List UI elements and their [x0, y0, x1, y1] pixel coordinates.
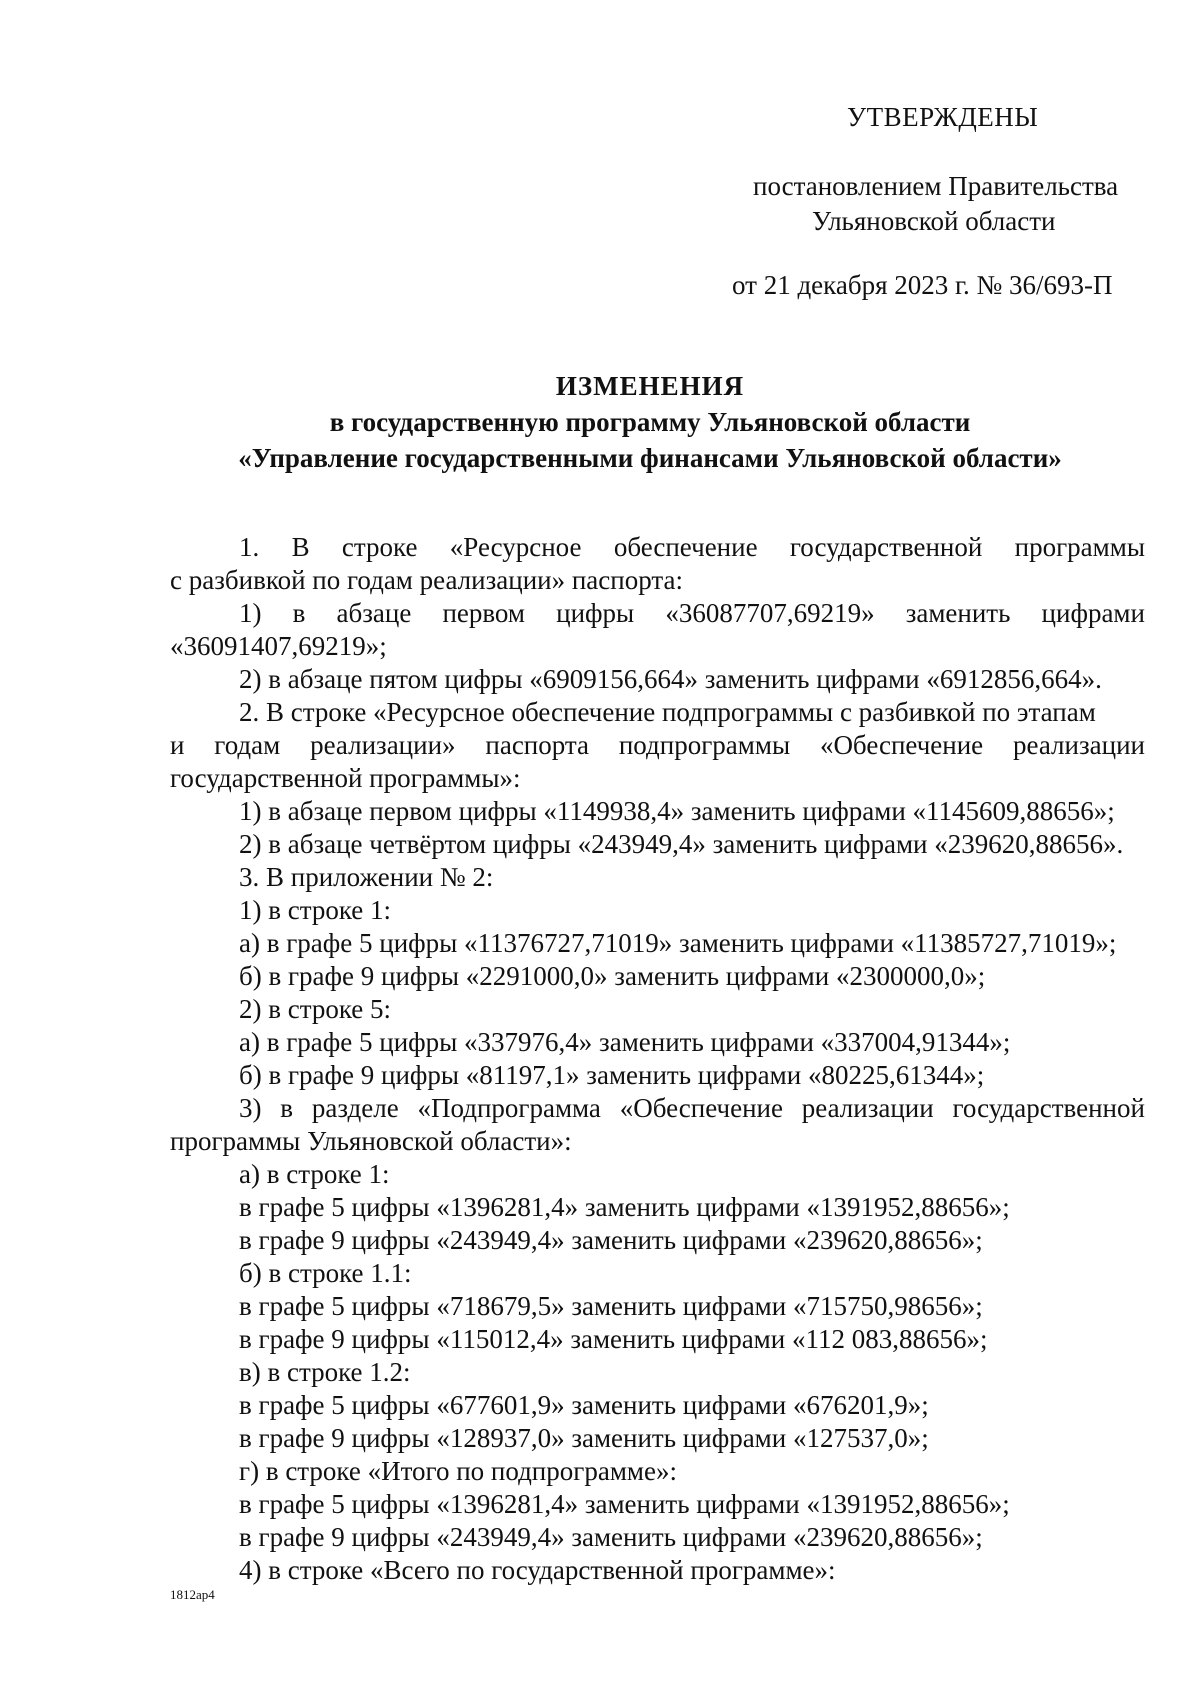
word: государственной	[952, 1093, 1145, 1123]
document-title: ИЗМЕНЕНИЯ	[555, 371, 745, 401]
paragraph-2-line2	[170, 729, 1145, 762]
item-3-3-a-col9: в графе 9 цифры «243949,4» заменить цифрами «239620,88656»;	[239, 1225, 983, 1255]
decree-authority-line2: Ульяновской области	[812, 206, 1056, 236]
paragraph-3: 3. В приложении № 2:	[239, 862, 494, 892]
paragraph-2-line1: 2. В строке «Ресурсное обеспечение подпрограммы с разбивкой по этапам	[239, 697, 1096, 727]
word: обеспечение	[613, 532, 758, 562]
paragraph-2-line3: государственной программы»:	[170, 763, 521, 793]
word: абзаце	[336, 598, 412, 628]
word: цифры	[556, 598, 635, 628]
item-1-1-line1	[170, 597, 1145, 630]
approval-heading: УТВЕРЖДЕНЫ	[847, 102, 1039, 132]
item-3-3-line2: программы Ульяновской области»:	[170, 1126, 572, 1156]
decree-date-number: от 21 декабря 2023 г. № 36/693-П	[732, 270, 1113, 300]
word: «Обеспечение	[619, 1093, 783, 1123]
word: в	[292, 598, 306, 628]
item-2-2: 2) в абзаце четвёртом цифры «243949,4» заменить цифрами «239620,88656».	[239, 829, 1124, 859]
document-body	[170, 531, 1145, 1587]
word: 3)	[239, 1093, 262, 1123]
document-subtitle-line2: «Управление государственными финансами Ульяновской области»	[238, 443, 1062, 473]
item-3-2-b: б) в графе 9 цифры «81197,1» заменить цифрами «80225,61344»;	[239, 1060, 985, 1090]
word: строке	[341, 532, 418, 562]
item-3-1-a: а) в графе 5 цифры «11376727,71019» заменить цифрами «11385727,71019»;	[239, 928, 1117, 958]
word: годам	[214, 730, 281, 760]
word: цифрами	[1041, 598, 1145, 628]
paragraph-1-line2: с разбивкой по годам реализации» паспорта:	[170, 565, 683, 595]
document-code: 1812ap4	[170, 1587, 215, 1602]
word: реализации	[801, 1093, 934, 1123]
word: реализации»	[310, 730, 456, 760]
word: В	[291, 532, 310, 562]
word: первом	[442, 598, 526, 628]
decree-authority-line1: постановлением Правительства	[753, 171, 1119, 201]
word: в	[280, 1093, 294, 1123]
word: государственной	[789, 532, 983, 562]
item-3-1: 1) в строке 1:	[239, 895, 392, 925]
item-1-1-line2: «36091407,69219»;	[170, 631, 387, 661]
word: паспорта	[485, 730, 590, 760]
word: «36087707,69219»	[665, 598, 875, 628]
word: «Подпрограмма	[417, 1093, 601, 1123]
word: реализации	[1013, 730, 1145, 760]
document-title-block	[150, 368, 1150, 476]
item-3-3-a-col5: в графе 5 цифры «1396281,4» заменить цифрами «1391952,88656»;	[239, 1192, 1010, 1222]
item-3-3-b-col5: в графе 5 цифры «718679,5» заменить цифрами «715750,98656»;	[239, 1291, 983, 1321]
item-3-4: 4) в строке «Всего по государственной программе»:	[239, 1555, 836, 1585]
item-3-3-c-col5: в графе 5 цифры «677601,9» заменить цифрами «676201,9»;	[239, 1390, 929, 1420]
word: и	[170, 730, 185, 760]
word: подпрограммы	[618, 730, 791, 760]
word: 1)	[239, 598, 262, 628]
item-3-3-b-col9: в графе 9 цифры «115012,4» заменить цифрами «112 083,88656»;	[239, 1324, 988, 1354]
item-2-1: 1) в абзаце первом цифры «1149938,4» заменить цифрами «1145609,88656»;	[239, 796, 1115, 826]
item-3-3-c-col9: в графе 9 цифры «128937,0» заменить цифрами «127537,0»;	[239, 1423, 929, 1453]
item-3-3-d-col9: в графе 9 цифры «243949,4» заменить цифрами «239620,88656»;	[239, 1522, 983, 1552]
item-3-3-line1	[170, 1092, 1145, 1125]
word: разделе	[311, 1093, 399, 1123]
item-3-3-b: б) в строке 1.1:	[239, 1258, 412, 1288]
word: программы	[1014, 532, 1145, 562]
word: «Ресурсное	[449, 532, 582, 562]
item-1-2: 2) в абзаце пятом цифры «6909156,664» заменить цифрами «6912856,664».	[239, 664, 1102, 694]
item-3-1-b: б) в графе 9 цифры «2291000,0» заменить цифрами «2300000,0»;	[239, 961, 986, 991]
item-3-3-d-col5: в графе 5 цифры «1396281,4» заменить цифрами «1391952,88656»;	[239, 1489, 1010, 1519]
item-3-3-c: в) в строке 1.2:	[239, 1357, 411, 1387]
paragraph-1-line1	[170, 531, 1145, 564]
item-3-2-a: а) в графе 5 цифры «337976,4» заменить цифрами «337004,91344»;	[239, 1027, 1011, 1057]
word: 1.	[239, 532, 260, 562]
item-3-3-d: г) в строке «Итого по подпрограмме»:	[239, 1456, 677, 1486]
document-subtitle-line1: в государственную программу Ульяновской области	[329, 407, 971, 437]
item-3-2: 2) в строке 5:	[239, 994, 392, 1024]
word: «Обеспечение	[819, 730, 984, 760]
item-3-3-a: а) в строке 1:	[239, 1159, 390, 1189]
word: заменить	[905, 598, 1011, 628]
